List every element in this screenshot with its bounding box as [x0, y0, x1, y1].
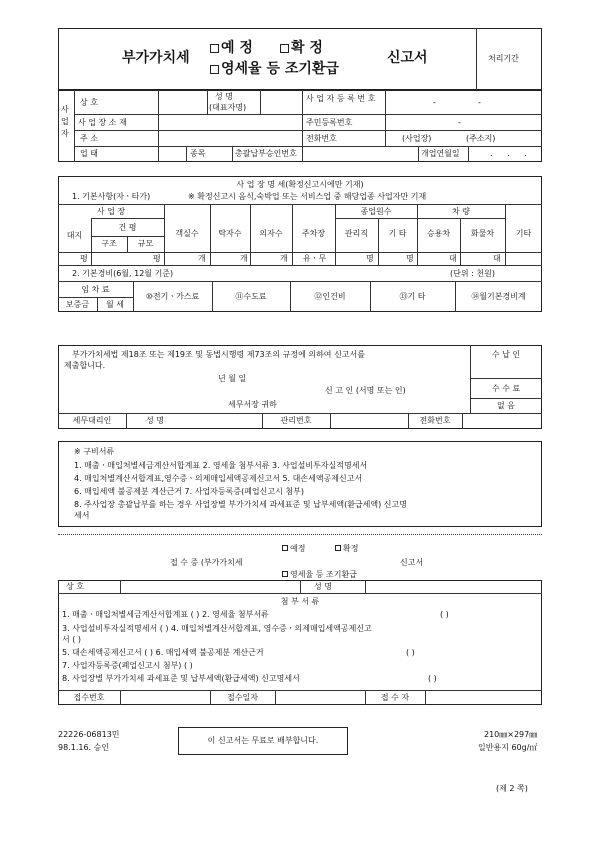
biz-reg-dash-1: -: [433, 98, 436, 107]
col-employees: 종업원수: [360, 207, 392, 216]
unit-truck: 대: [493, 254, 501, 263]
checkbox-zero-rate[interactable]: [210, 65, 219, 74]
fee-value: 없 음: [497, 401, 515, 410]
item-label: 종목: [190, 149, 206, 158]
receipt-checkbox-final[interactable]: [335, 545, 341, 551]
free-notice: 이 신고서는 무료로 배부합니다.: [207, 736, 319, 745]
monthly-rent-label: 월 세: [106, 300, 124, 309]
unit-rooms: 개: [198, 254, 206, 263]
others-label: ⑬기 타: [399, 292, 426, 301]
consolidated-no-label: 총괄납부승인번호: [235, 149, 297, 158]
phone-business-label: (사업장): [402, 134, 432, 143]
business-info-table: [58, 90, 542, 162]
col-vehicle: 차 량: [452, 207, 470, 216]
documents-item: 8. 주사업장 총괄납부를 하는 경우 사업장별 부가가치세 과세표준 및 납부세액(환급세액) 신고명: [74, 500, 407, 509]
stamp-label: 수 납 인: [491, 350, 521, 359]
tax-office-addressee: 세무서장 귀하: [228, 400, 277, 409]
reporter-signature: 신 고 인 (서명 또는 인): [325, 386, 406, 395]
business-side-label: 사 업 자: [61, 105, 69, 138]
unit-car: 대: [449, 254, 457, 263]
col-land: 대지: [66, 231, 83, 240]
cut-line: [58, 534, 542, 535]
col-truck: 화물차: [470, 229, 495, 238]
unit-tables: 개: [240, 254, 248, 263]
receipt-trade-name-label: 상 호: [66, 582, 84, 591]
address-label: 주 소: [80, 134, 98, 143]
unit-parking: 유ㆍ무: [303, 254, 327, 263]
biz-reg-no-label: 사 업 자 등 록 번 호: [306, 94, 376, 103]
title-left: 부가가치세: [122, 50, 190, 66]
receipt-checkbox-zero-rate[interactable]: [282, 571, 288, 577]
declaration-date: 년 월 일: [218, 374, 247, 383]
unit-won: (단위 : 천원): [450, 269, 495, 278]
business-type-label: 업 태: [80, 149, 98, 158]
attach-item-check: ( ): [440, 610, 449, 619]
fee-label: 수 수 료: [491, 384, 521, 393]
mgmt-no-label: 관리번호: [280, 416, 312, 425]
receipt-title-right: 신고서: [400, 558, 424, 567]
checkbox-final[interactable]: [280, 44, 289, 53]
tax-agent-label: 세무대리인: [72, 416, 112, 425]
header-divider: [476, 28, 477, 90]
unit-land: 평: [80, 254, 88, 263]
attach-item: 1. 매출ㆍ매입처별세금계산서합계표 ( ) 2. 영세율 첨부서류: [62, 610, 269, 619]
rent-label: 임 차 료: [81, 285, 110, 294]
unit-other: 명: [406, 254, 414, 263]
labor-label: ⑫인건비: [314, 292, 346, 301]
receipt-no-label: 접수번호: [73, 693, 105, 702]
option-final[interactable]: 확 정: [280, 41, 323, 55]
monthly-total-label: ⑭월기본경비계: [471, 292, 526, 301]
documents-item: 1. 매출ㆍ매입처별세금계산서합계표 2. 영세율 첨부서류 3. 사업설비투자실적명세서: [74, 461, 368, 470]
documents-heading: ※ 구비서류: [74, 447, 115, 456]
attach-item: 7. 사업자등록증(폐업신고시 첨부) ( ): [62, 661, 193, 670]
col-tables: 탁자수: [218, 229, 242, 238]
attach-item-check: ( ): [428, 674, 437, 683]
documents-item: 세서: [74, 511, 90, 520]
resident-no-dash: -: [458, 118, 461, 127]
col-site: 사 업 장: [96, 207, 126, 216]
open-date-dots: . . .: [490, 149, 533, 158]
receipt-title-left: 접 수 증 (부가가치세: [170, 558, 243, 567]
paper-size: 210㎜×297㎜: [484, 730, 538, 739]
paper-type: 일반용지 60g/㎡: [478, 743, 538, 752]
col-manager: 관리직: [344, 229, 369, 238]
page-number: (제 2 쪽): [496, 784, 528, 793]
documents-item: 6. 매입세액 불공제분 계산근거 7. 사업자등록증(폐업신고시 첨부): [74, 487, 304, 496]
title-right: 신고서: [387, 50, 428, 66]
electric-label: ⑩전기ㆍ가스료: [145, 292, 200, 301]
attach-item: 3. 사업설비투자실적명세서 ( ) 4. 매입처별계산서합계표, 영수증ㆍ의제매입세액공제신고: [62, 624, 372, 633]
option-preliminary[interactable]: 예 정: [210, 41, 253, 55]
col-scale: 규모: [137, 239, 154, 248]
receipt-option-final[interactable]: 확정: [335, 545, 358, 553]
resident-no-label: 주민등록번호: [306, 118, 353, 127]
unit-manager: 명: [366, 254, 374, 263]
basic-note: ※ 확정신고시 음식,숙박업 또는 서비스업 중 해당업종 사업자만 기재: [188, 192, 427, 201]
receipt-date-label: 접수일자: [227, 693, 258, 702]
trade-name-label: 상 호: [80, 98, 98, 107]
phone-label: 전화번호: [306, 134, 337, 143]
agent-name-label: 성 명: [146, 416, 164, 425]
col-parking: 주차장: [301, 229, 326, 238]
biz-reg-dash-2: -: [478, 98, 481, 107]
detail-title: 사 업 장 명 세(확정신고시에만 기재): [236, 180, 364, 189]
checkbox-preliminary[interactable]: [210, 44, 219, 53]
attach-item-check: ( ): [406, 648, 415, 657]
unit-build: 평: [153, 254, 161, 263]
receipt-name-label: 성 명: [314, 582, 332, 591]
col-structure: 구조: [101, 239, 117, 248]
deposit-label: 보증금: [65, 300, 90, 309]
agent-phone-label: 전화번호: [419, 416, 451, 425]
option-zero-rate[interactable]: 영세율 등 조기환급: [210, 62, 339, 76]
approval-date: 98.1.16. 승인: [58, 743, 110, 752]
col-rooms: 객실수: [175, 229, 199, 238]
receiver-label: 접 수 자: [380, 693, 410, 702]
representative-name-sub: (대표자명): [209, 103, 247, 112]
attach-title: 첨 부 서 류: [280, 597, 320, 606]
attach-item: 5. 대손세액공제신고서 ( ) 6. 매입세액 불공제분 계산근거: [62, 648, 264, 657]
unit-chairs: 개: [280, 254, 288, 263]
processing-period-label: 처리기간: [488, 54, 519, 63]
documents-item: 4. 매입처별계산서합계표,영수증ㆍ의제매입세액공제신고서 5. 대손세액공제신고서: [74, 474, 363, 483]
col-car: 승용차: [426, 229, 451, 238]
receipt-option-zero-rate[interactable]: 영세율 등 조기환급: [282, 571, 357, 579]
location-label: 사 업 장 소 재: [78, 118, 127, 127]
water-label: ⑪수도료: [235, 292, 267, 301]
phone-home-label: (주소지): [466, 134, 496, 143]
form-code: 22226-06813민: [58, 730, 120, 739]
receipt-checkbox-preliminary[interactable]: [282, 545, 288, 551]
basic-title: 1. 기본사항(자ㆍ타가): [72, 192, 151, 201]
col-etc: 기타: [515, 229, 532, 238]
declaration-line-1: 부가가치세법 제18조 또는 제19조 및 동법시행령 제73조의 규정에 의하여 신고서를: [72, 350, 365, 359]
col-building: 건 평: [118, 223, 137, 232]
documents-box: [58, 441, 542, 527]
expense-title: 2. 기본경비(6월, 12월 기준): [72, 269, 174, 278]
receipt-option-preliminary[interactable]: 예정: [282, 545, 305, 553]
open-date-label: 개업연월일: [421, 149, 460, 158]
declaration-line-2: 제출합니다.: [64, 361, 106, 370]
attach-item: 서 ( ): [62, 635, 82, 644]
representative-name-label: 성 명: [215, 92, 233, 101]
col-chairs: 의자수: [259, 229, 283, 238]
attach-item: 8. 사업장별 부가가치세 과세표준 및 납부세액(환급세액) 신고명세서: [62, 674, 300, 683]
col-other: 기 타: [388, 229, 407, 238]
